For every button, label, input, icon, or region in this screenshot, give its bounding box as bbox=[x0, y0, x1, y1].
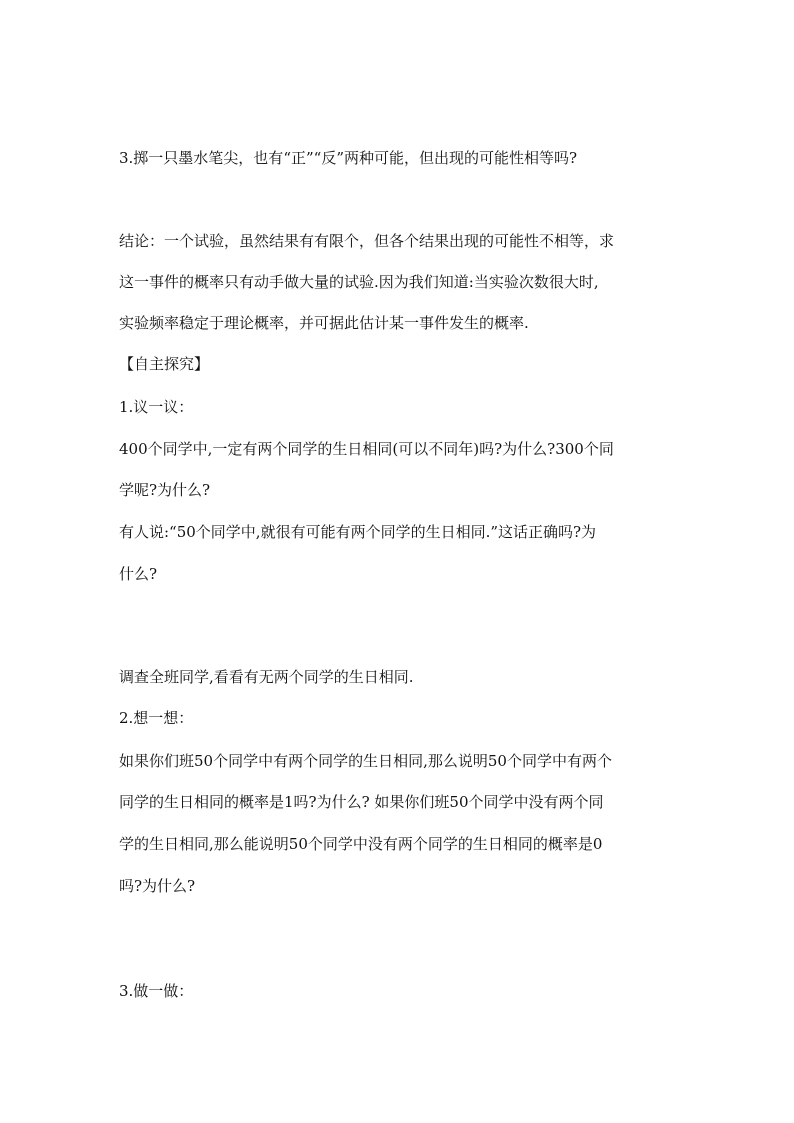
item-2-heading: 2.想一想： bbox=[119, 709, 194, 727]
item-2-text-line-3: 学的生日相同,那么能说明50个同学中没有两个同学的生日相同的概率是0 bbox=[119, 835, 603, 853]
conclusion-line-1: 结论：一个试验，虽然结果有有限个，但各个结果出现的可能性不相等，求 bbox=[119, 232, 615, 250]
item-2-text-line-4: 吗?为什么? bbox=[119, 877, 196, 895]
section-heading: 【自主探究】 bbox=[119, 355, 210, 373]
question-3-ink-pen: 3.掷一只墨水笔尖，也有“正”“反”两种可能，但出现的可能性相等吗? bbox=[119, 149, 578, 167]
item-1-text-line-3: 有人说:“50个同学中,就很有可能有两个同学的生日相同.”这话正确吗?为 bbox=[119, 523, 597, 541]
item-2-text-line-2: 同学的生日相同的概率是1吗?为什么? 如果你们班50个同学中没有两个同 bbox=[119, 793, 604, 811]
survey-instruction: 调查全班同学,看看有无两个同学的生日相同. bbox=[119, 668, 414, 686]
item-3-heading: 3.做一做： bbox=[119, 982, 194, 1000]
item-1-text-line-2: 学呢?为什么? bbox=[119, 481, 211, 499]
item-1-heading: 1.议一议： bbox=[119, 398, 194, 416]
item-1-text-line-1: 400个同学中,一定有两个同学的生日相同(可以不同年)吗?为什么?300个同 bbox=[119, 440, 614, 458]
conclusion-line-2: 这一事件的概率只有动手做大量的试验.因为我们知道:当实验次数很大时, bbox=[119, 273, 599, 291]
conclusion-line-3: 实验频率稳定于理论概率，并可据此估计某一事件发生的概率. bbox=[119, 314, 529, 332]
item-1-text-line-4: 什么? bbox=[119, 565, 158, 583]
item-2-text-line-1: 如果你们班50个同学中有两个同学的生日相同,那么说明50个同学中有两个 bbox=[119, 752, 612, 770]
